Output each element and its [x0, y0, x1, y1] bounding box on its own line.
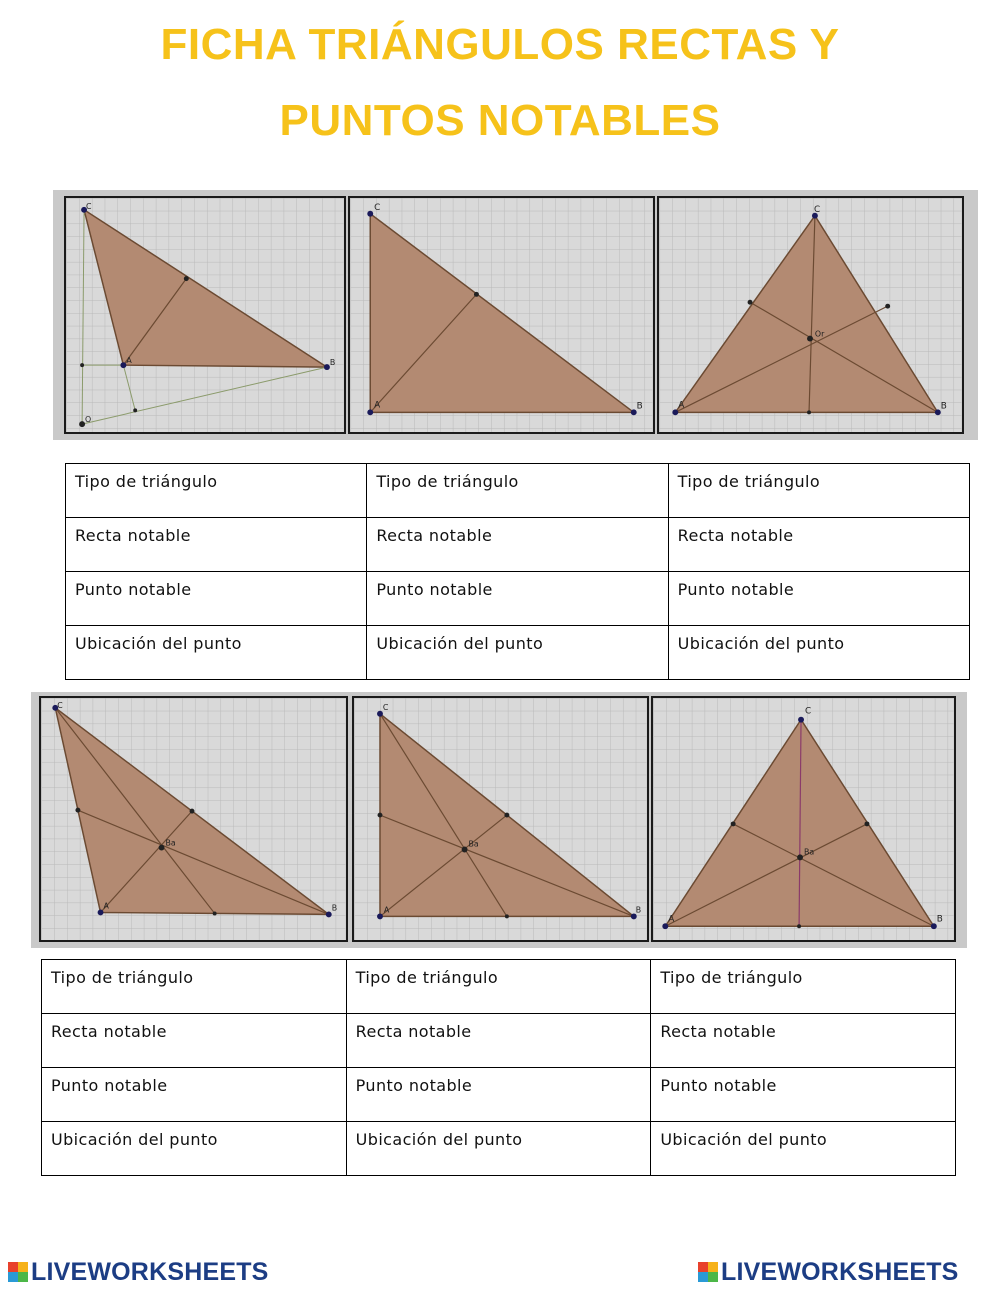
- table-row: [66, 518, 970, 572]
- table-row: [42, 960, 956, 1014]
- point-label: Ba: [468, 839, 479, 849]
- table-cell[interactable]: Tipo de triángulo: [651, 960, 956, 1014]
- vertex-label: A: [126, 356, 132, 366]
- vertex-label: C: [813, 204, 821, 215]
- vertex-label: C: [57, 700, 63, 710]
- table-row: [66, 572, 970, 626]
- table-row: [42, 1014, 956, 1068]
- vertex-label: B: [936, 914, 943, 925]
- vertex-label: C: [374, 202, 381, 213]
- table-cell[interactable]: Ubicación del punto: [346, 1122, 651, 1176]
- table-row: [42, 1068, 956, 1122]
- table-cell[interactable]: Recta notable: [42, 1014, 347, 1068]
- page-title-line-1: FICHA TRIÁNGULOS RECTAS Y: [160, 20, 840, 69]
- table-cell[interactable]: Ubicación del punto: [668, 626, 969, 680]
- vertex-label: B: [940, 401, 947, 412]
- table-cell[interactable]: Recta notable: [651, 1014, 956, 1068]
- liveworksheets-mark-icon: [698, 1262, 718, 1282]
- point-label: Ba: [165, 838, 176, 848]
- table-cell[interactable]: Tipo de triángulo: [668, 464, 969, 518]
- point-label: Or: [814, 329, 825, 339]
- answer-table-2: [41, 959, 956, 1176]
- vertex-label: B: [331, 903, 338, 913]
- page-title-line-2: PUNTOS NOTABLES: [279, 96, 721, 145]
- figure-altitude-right: [348, 196, 655, 434]
- table-cell[interactable]: Punto notable: [367, 572, 668, 626]
- liveworksheets-logo-left[interactable]: [8, 1258, 269, 1286]
- point-label: Ba: [803, 847, 815, 857]
- table-cell[interactable]: Ubicación del punto: [66, 626, 367, 680]
- table-cell[interactable]: Tipo de triángulo: [42, 960, 347, 1014]
- figure-median-right: [352, 696, 649, 942]
- table-cell[interactable]: Ubicación del punto: [42, 1122, 347, 1176]
- table-cell[interactable]: Tipo de triángulo: [66, 464, 367, 518]
- vertex-label: C: [86, 201, 92, 211]
- vertex-label: A: [678, 400, 685, 411]
- answer-table-1: [65, 463, 970, 680]
- vertex-label: C: [382, 702, 389, 712]
- vertex-label: A: [668, 914, 675, 925]
- liveworksheets-mark-icon: [8, 1262, 28, 1282]
- table-cell[interactable]: Tipo de triángulo: [346, 960, 651, 1014]
- figure-median-acute: [651, 696, 956, 942]
- table-cell[interactable]: Ubicación del punto: [367, 626, 668, 680]
- table-cell[interactable]: Punto notable: [346, 1068, 651, 1122]
- vertex-label: B: [636, 401, 643, 412]
- table-cell[interactable]: Recta notable: [66, 518, 367, 572]
- liveworksheets-logo-right[interactable]: [698, 1258, 959, 1286]
- vertex-label: B: [635, 905, 642, 915]
- table-cell[interactable]: Ubicación del punto: [651, 1122, 956, 1176]
- table-cell[interactable]: Tipo de triángulo: [367, 464, 668, 518]
- table-cell[interactable]: Punto notable: [42, 1068, 347, 1122]
- brand-text: LIVEWORKSHEETS: [721, 1257, 959, 1286]
- brand-text: LIVEWORKSHEETS: [31, 1257, 269, 1286]
- table-cell[interactable]: Recta notable: [668, 518, 969, 572]
- vertex-label: A: [383, 905, 390, 915]
- figure-altitude-acute: [657, 196, 964, 434]
- table-cell[interactable]: Punto notable: [66, 572, 367, 626]
- vertex-label: B: [329, 358, 336, 368]
- table-cell[interactable]: Recta notable: [367, 518, 668, 572]
- table-row: [66, 626, 970, 680]
- table-row: [66, 464, 970, 518]
- figure-altitude-obtuse: [64, 196, 346, 434]
- vertex-label: C: [804, 706, 812, 717]
- vertex-label: A: [374, 400, 381, 411]
- vertex-label: A: [103, 901, 109, 911]
- table-cell[interactable]: Recta notable: [346, 1014, 651, 1068]
- table-row: [42, 1122, 956, 1176]
- table-cell[interactable]: Punto notable: [651, 1068, 956, 1122]
- figure-median-obtuse: [39, 696, 348, 942]
- table-cell[interactable]: Punto notable: [668, 572, 969, 626]
- point-label: O: [85, 415, 92, 425]
